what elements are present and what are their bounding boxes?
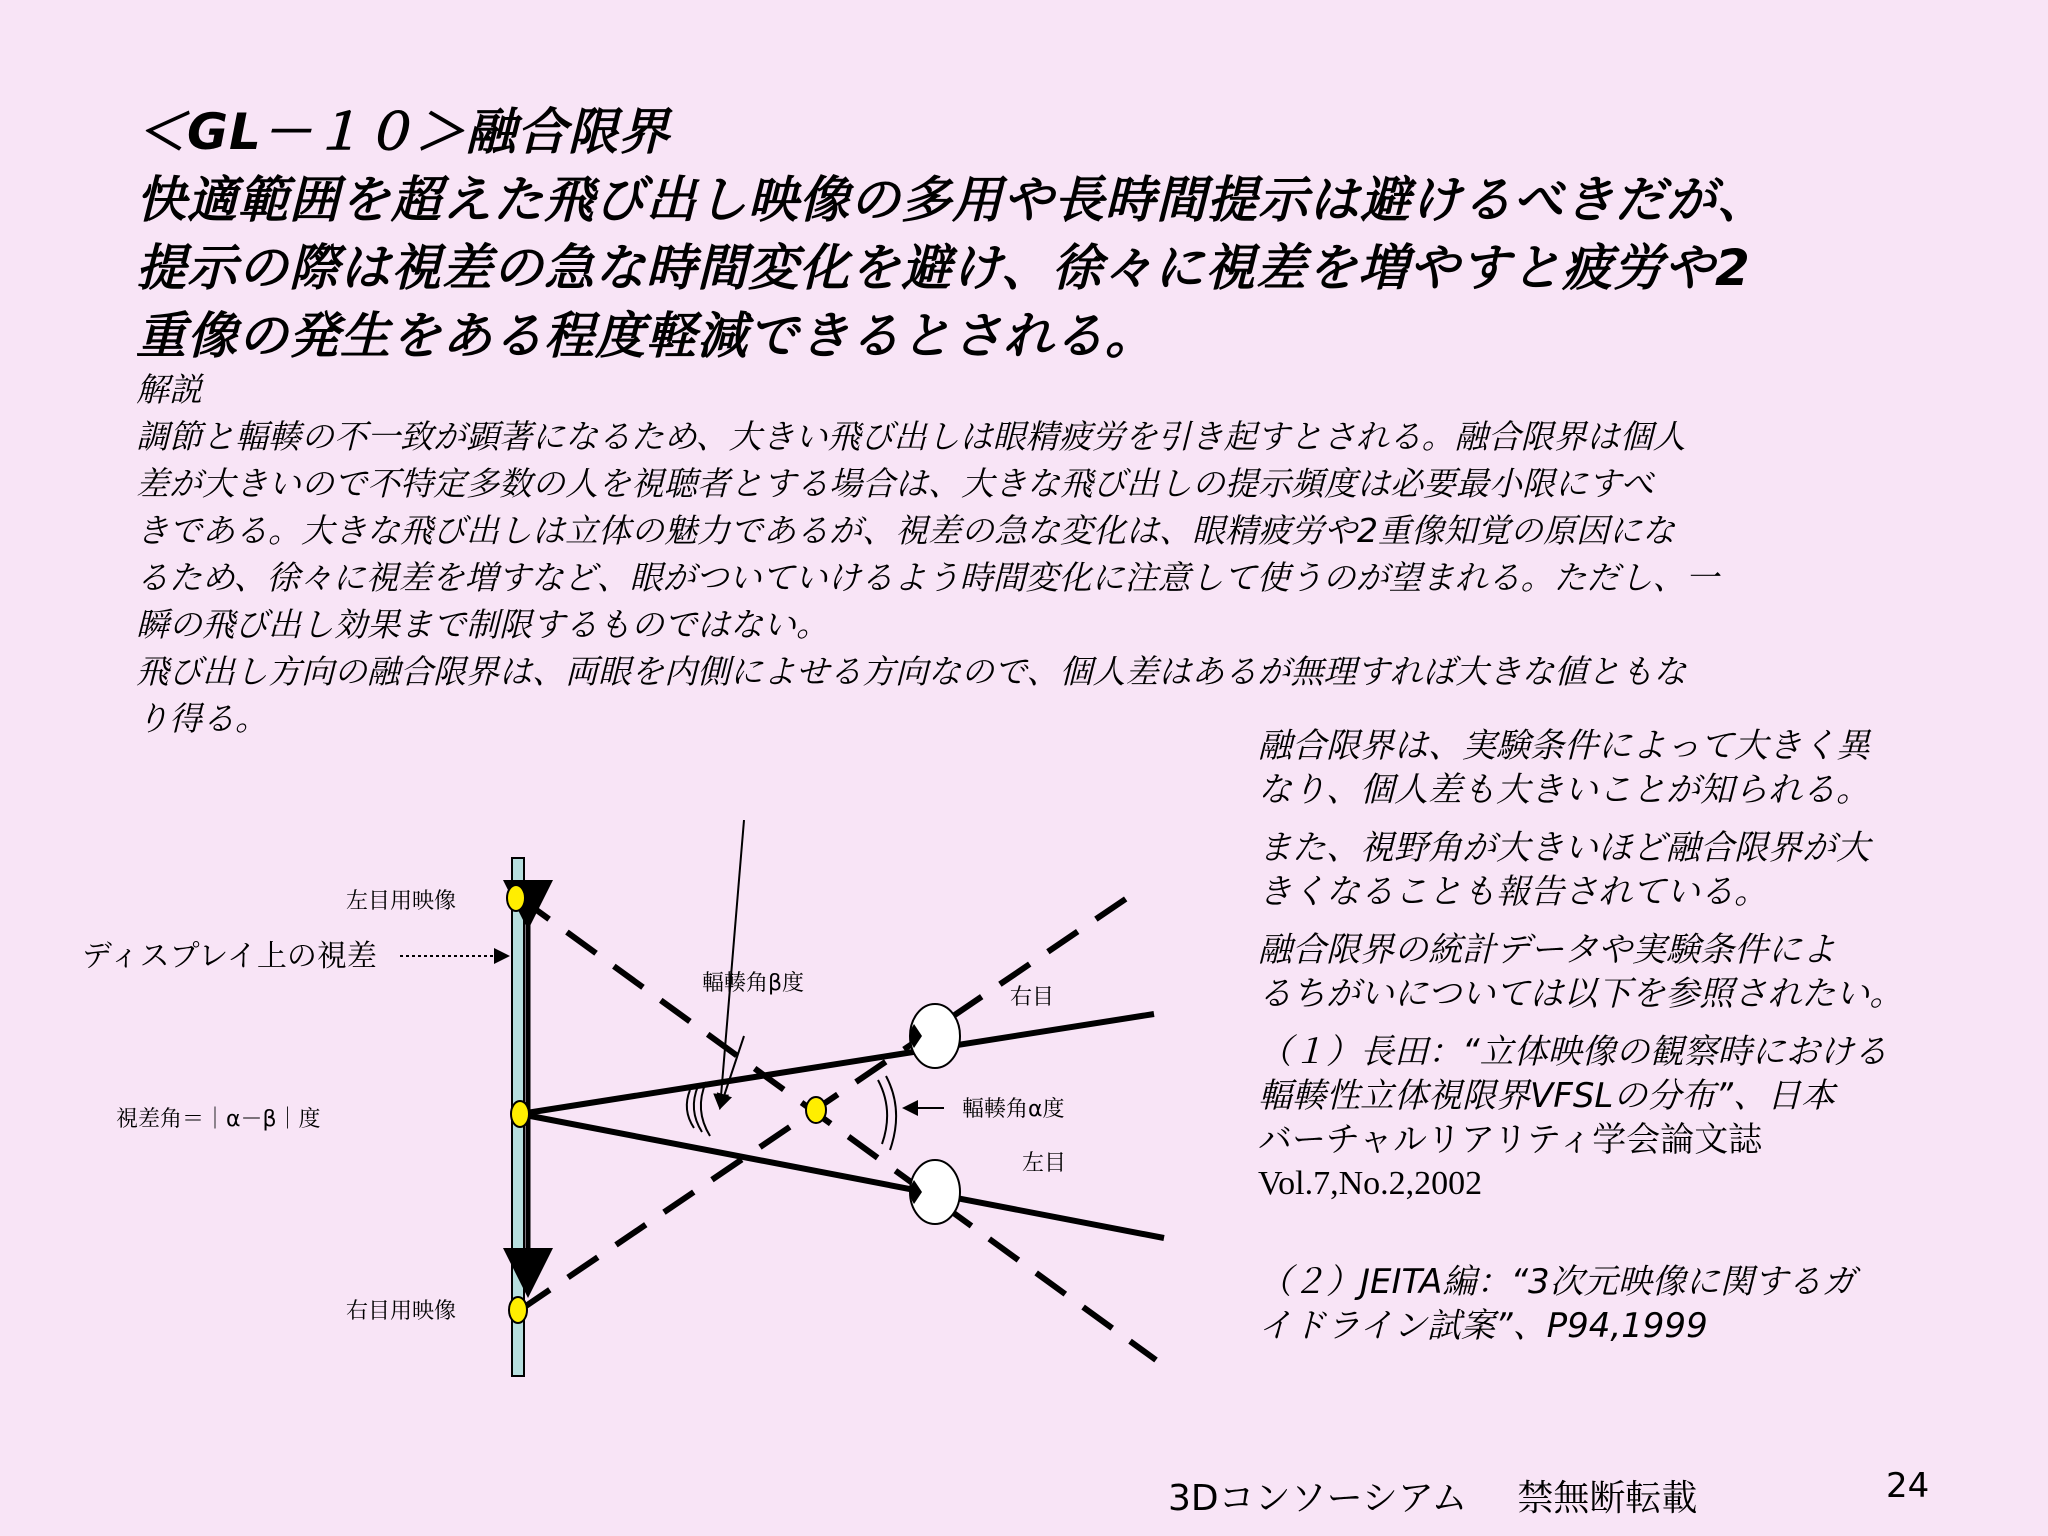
title-line-4: 重像の発生をある程度軽減できるとされる。 <box>136 307 1156 365</box>
reference-line: イドライン試案”、P94,1999 <box>1258 1306 1708 1346</box>
left-image-point <box>507 885 525 911</box>
left-eye-icon <box>910 1160 960 1224</box>
solid-sight-line <box>520 1114 1164 1238</box>
commentary-line: 差が大きいので不特定多数の人を視聴者とする場合は、大きな飛び出しの提示頻度は必要最小限にすべ <box>136 464 1654 503</box>
right-eye-icon <box>910 1004 960 1068</box>
reference-1 <box>1258 1030 1998 1206</box>
center-point <box>511 1101 529 1127</box>
convergence-diagram <box>0 820 1200 1390</box>
note-line: なり、個人差も大きいことが知られる。 <box>1258 770 1870 810</box>
dashed-sight-line <box>520 898 1156 1360</box>
parallax-angle-label: 視差角＝｜α－β｜度 <box>116 1107 321 1132</box>
left-image-label: 左目用映像 <box>346 889 457 914</box>
right-image-label: 右目用映像 <box>346 1299 457 1324</box>
footer-notice: 禁無断転載 <box>1517 1478 1698 1519</box>
note-line: るちがいについては以下を参照されたい。 <box>1258 974 1904 1014</box>
convergence-alpha-label: 輻輳角α度 <box>962 1097 1065 1122</box>
note-references-intro <box>1258 928 1998 1016</box>
note-fusion-limit <box>1258 724 1998 812</box>
commentary-line: 飛び出し方向の融合限界は、両眼を内側によせる方向なので、個人差はあるが無理すれば大きな値ともな <box>136 652 1687 691</box>
guideline-title <box>136 98 1956 370</box>
reference-line: Vol.7,No.2,2002 <box>1258 1165 1483 1202</box>
title-line-1: ＜GL－１０＞融合限界 <box>136 103 670 161</box>
commentary-block <box>136 366 1936 742</box>
reference-2 <box>1258 1260 1998 1348</box>
alpha-angle-arcs <box>878 1076 896 1150</box>
side-notes <box>1258 724 1998 1362</box>
reference-line: （２）JEITA編：“3次元映像に関するガ <box>1258 1262 1856 1302</box>
commentary-line: きである。大きな飛び出しは立体の魅力であるが、視差の急な変化は、眼精疲労や2重像知覚の原因にな <box>136 511 1675 550</box>
title-line-3: 提示の際は視差の急な時間変化を避け、徐々に視差を増やすと疲労や2 <box>136 239 1751 297</box>
commentary-line: 瞬の飛び出し効果まで制限するものではない。 <box>136 605 829 644</box>
note-line: 融合限界は、実験条件によって大きく異 <box>1258 726 1870 766</box>
title-line-2: 快適範囲を超えた飛び出し映像の多用や長時間提示は避けるべきだが、 <box>136 171 1768 229</box>
commentary-line: り得る。 <box>136 699 268 738</box>
note-view-angle <box>1258 826 1998 914</box>
convergence-beta-label: 輻輳角β度 <box>702 971 805 996</box>
page-number: 24 <box>1886 1466 1930 1506</box>
footer-org: 3Dコンソーシアム <box>1168 1478 1468 1519</box>
note-line: また、視野角が大きいほど融合限界が大 <box>1258 828 1870 868</box>
note-line: 融合限界の統計データや実験条件によ <box>1258 930 1836 970</box>
commentary-line: るため、徐々に視差を増すなど、眼がついていけるよう時間変化に注意して使うのが望まれる。ただし、一 <box>136 558 1719 597</box>
fusion-point <box>806 1097 826 1123</box>
left-eye-label: 左目 <box>1022 1151 1067 1176</box>
reference-line: （１）長田：“立体映像の観察時における <box>1258 1032 1888 1072</box>
footer <box>1168 1470 1697 1521</box>
right-image-point <box>509 1297 527 1323</box>
note-line: きくなることも報告されている。 <box>1258 872 1768 912</box>
beta-pointer-arrow <box>720 820 744 1108</box>
display-parallax-label: ディスプレイ上の視差 <box>82 939 377 974</box>
commentary-line: 調節と輻輳の不一致が顕著になるため、大きい飛び出しは眼精疲労を引き起すとされる。融合限界は個人 <box>136 417 1686 456</box>
commentary-heading: 解説 <box>136 370 202 409</box>
reference-line: バーチャルリアリティ学会論文誌 <box>1258 1120 1763 1160</box>
reference-line: 輻輳性立体視限界VFSLの分布”、日本 <box>1258 1076 1835 1116</box>
right-eye-label: 右目 <box>1010 985 1055 1010</box>
